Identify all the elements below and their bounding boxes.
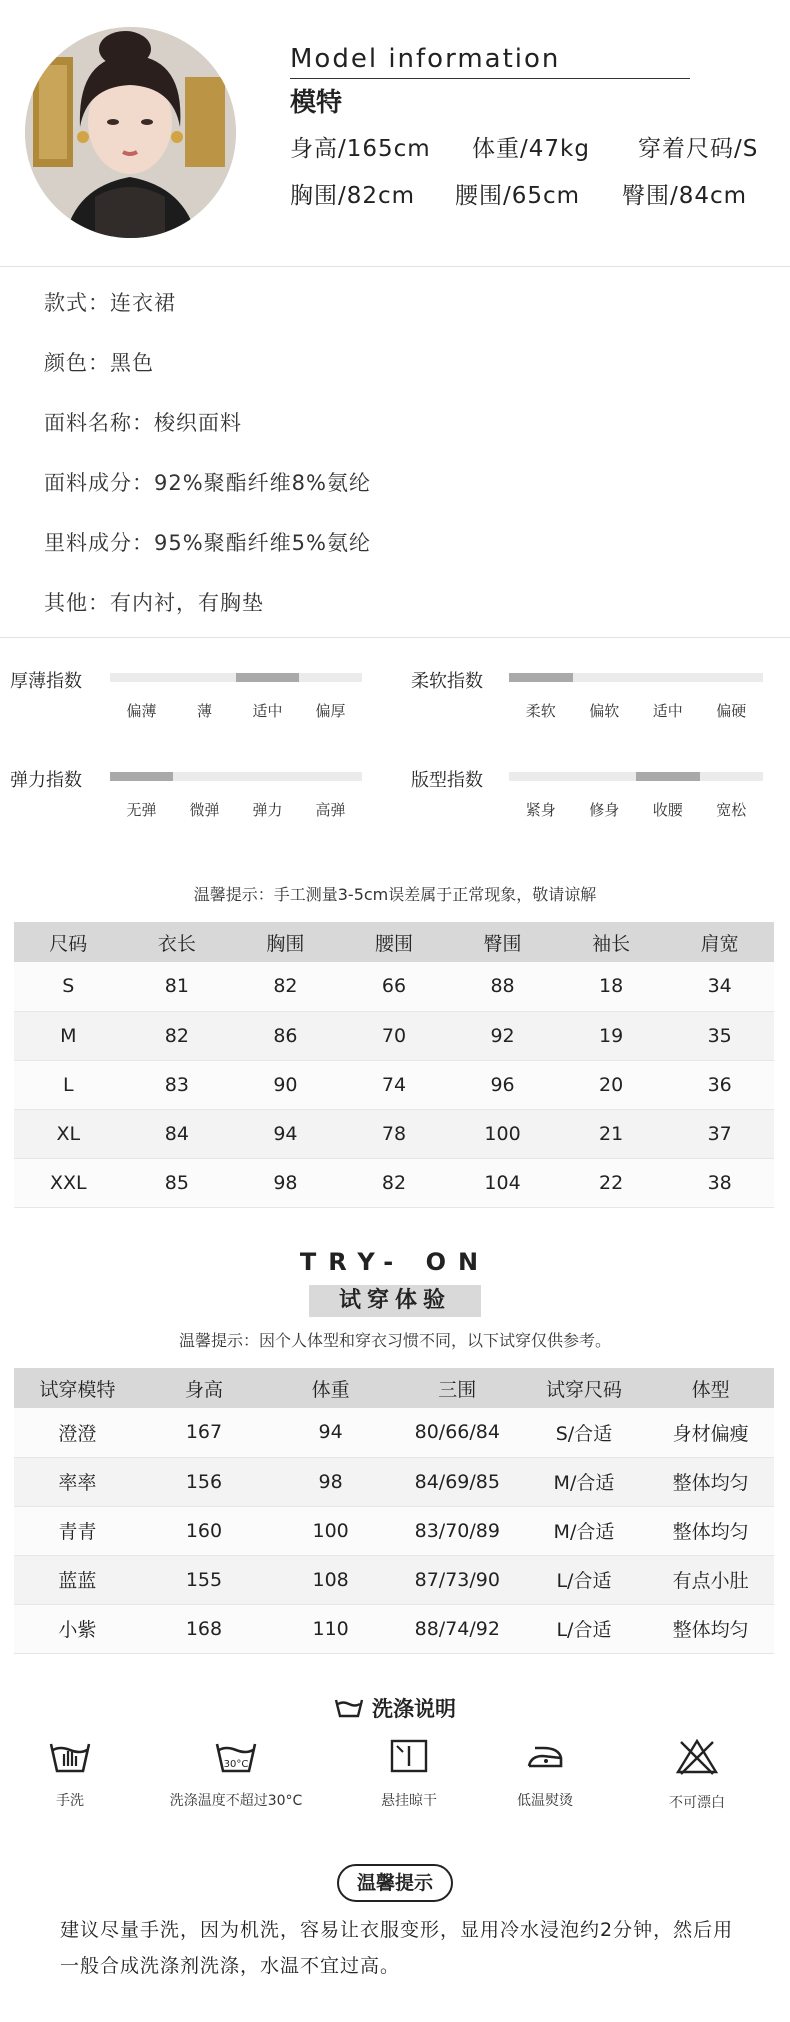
table-cell: M/合适 bbox=[521, 1506, 648, 1555]
table-cell: 155 bbox=[141, 1555, 268, 1604]
index-tick-label: 偏厚 bbox=[315, 702, 346, 720]
wash-label: 悬挂晾干 bbox=[381, 1793, 437, 1809]
table-cell: L/合适 bbox=[521, 1555, 648, 1604]
table-cell: 整体均匀 bbox=[647, 1604, 774, 1653]
table-row bbox=[14, 1109, 774, 1158]
model-avatar bbox=[25, 27, 236, 238]
model-photo bbox=[25, 27, 236, 238]
index-label: 版型指数 bbox=[411, 770, 483, 791]
tryon-table bbox=[14, 1368, 774, 1654]
wash-item-hand-wash bbox=[0, 1738, 150, 1810]
index-selected-fill bbox=[110, 772, 173, 781]
table-cell: 率率 bbox=[14, 1457, 141, 1506]
model-size: 穿着尺码/S bbox=[638, 136, 759, 162]
table-cell: 84/69/85 bbox=[394, 1457, 521, 1506]
index-track bbox=[509, 772, 763, 781]
table-cell: 21 bbox=[557, 1109, 666, 1158]
table-cell: S/合适 bbox=[521, 1408, 648, 1457]
wash-basin-icon bbox=[334, 1697, 364, 1724]
size-table-note: 温馨提示：手工测量3-5cm误差属于正常现象，敬请谅解 bbox=[193, 885, 597, 904]
spec-style: 款式：连衣裙 bbox=[44, 291, 176, 315]
no-bleach-icon bbox=[617, 1738, 777, 1776]
table-cell: 澄澄 bbox=[14, 1408, 141, 1457]
table-cell: 85 bbox=[123, 1158, 232, 1207]
table-cell: XL bbox=[14, 1109, 123, 1158]
index-tick-label: 偏软 bbox=[589, 702, 620, 720]
table-cell: 19 bbox=[557, 1011, 666, 1060]
index-tick-label: 适中 bbox=[252, 702, 283, 720]
divider bbox=[0, 637, 790, 638]
column-header: 衣长 bbox=[123, 922, 232, 962]
wash-label: 不可漂白 bbox=[669, 1795, 725, 1811]
table-cell: 70 bbox=[340, 1011, 449, 1060]
index-label: 厚薄指数 bbox=[10, 671, 82, 692]
table-cell: 108 bbox=[267, 1555, 394, 1604]
table-cell: 小紫 bbox=[14, 1604, 141, 1653]
table-row bbox=[14, 1604, 774, 1653]
table-cell: 90 bbox=[231, 1060, 340, 1109]
tryon-note: 温馨提示：因个人体型和穿衣习惯不同，以下试穿仅供参考。 bbox=[178, 1331, 611, 1350]
wash-item-no-bleach bbox=[617, 1738, 777, 1812]
column-header: 试穿尺码 bbox=[521, 1368, 648, 1408]
index-tick-label: 宽松 bbox=[716, 801, 747, 819]
table-cell: 蓝蓝 bbox=[14, 1555, 141, 1604]
spec-lining-composition: 里料成分：95%聚酯纤维5%氨纶 bbox=[44, 531, 371, 555]
table-cell: 34 bbox=[665, 962, 774, 1011]
table-cell: 98 bbox=[267, 1457, 394, 1506]
washing-header bbox=[0, 1693, 790, 1724]
index-selected-fill bbox=[509, 673, 573, 682]
table-cell: 青青 bbox=[14, 1506, 141, 1555]
wash-label: 低温熨烫 bbox=[517, 1793, 573, 1809]
model-info-subtitle: 模特 bbox=[290, 88, 343, 118]
table-cell: 160 bbox=[141, 1506, 268, 1555]
table-cell: 37 bbox=[665, 1109, 774, 1158]
table-cell: 98 bbox=[231, 1158, 340, 1207]
low-iron-icon bbox=[465, 1738, 625, 1774]
table-cell: 20 bbox=[557, 1060, 666, 1109]
table-cell: 84 bbox=[123, 1109, 232, 1158]
model-hip: 臀围/84cm bbox=[622, 183, 748, 209]
column-header: 尺码 bbox=[14, 922, 123, 962]
column-header: 身高 bbox=[141, 1368, 268, 1408]
index-tick-label: 收腰 bbox=[652, 801, 683, 819]
table-cell: 94 bbox=[267, 1408, 394, 1457]
index-label: 弹力指数 bbox=[10, 770, 82, 791]
column-header: 试穿模特 bbox=[14, 1368, 141, 1408]
table-cell: 168 bbox=[141, 1604, 268, 1653]
table-cell: 74 bbox=[340, 1060, 449, 1109]
table-row bbox=[14, 1506, 774, 1555]
model-info-title: Model information bbox=[290, 44, 561, 74]
index-selected-fill bbox=[636, 772, 700, 781]
table-cell: 167 bbox=[141, 1408, 268, 1457]
wash-label: 手洗 bbox=[56, 1793, 84, 1809]
table-row bbox=[14, 1060, 774, 1109]
model-height: 身高/165cm bbox=[290, 136, 431, 162]
table-cell: M/合适 bbox=[521, 1457, 648, 1506]
index-tick-label: 微弹 bbox=[189, 801, 220, 819]
column-header: 肩宽 bbox=[665, 922, 774, 962]
table-cell: 38 bbox=[665, 1158, 774, 1207]
spec-other: 其他：有内衬，有胸垫 bbox=[44, 591, 264, 615]
table-cell: 整体均匀 bbox=[647, 1506, 774, 1555]
wash-30-icon bbox=[156, 1738, 316, 1774]
spec-fabric-composition: 面料成分：92%聚酯纤维8%氨纶 bbox=[44, 471, 371, 495]
index-tick-label: 无弹 bbox=[126, 801, 157, 819]
tryon-subtitle: 试穿体验 bbox=[309, 1285, 481, 1317]
table-cell: 81 bbox=[123, 962, 232, 1011]
table-cell: 88 bbox=[448, 962, 557, 1011]
tryon-title: TRY- ON bbox=[299, 1248, 491, 1276]
table-cell: L/合适 bbox=[521, 1604, 648, 1653]
table-cell: 22 bbox=[557, 1158, 666, 1207]
table-cell: 100 bbox=[448, 1109, 557, 1158]
table-cell: XXL bbox=[14, 1158, 123, 1207]
title-underline bbox=[290, 78, 690, 79]
column-header: 胸围 bbox=[231, 922, 340, 962]
table-row bbox=[14, 1011, 774, 1060]
table-cell: 66 bbox=[340, 962, 449, 1011]
table-cell: 87/73/90 bbox=[394, 1555, 521, 1604]
table-cell: 104 bbox=[448, 1158, 557, 1207]
wash-label: 洗涤温度不超过30°C bbox=[169, 1793, 303, 1809]
column-header: 体型 bbox=[647, 1368, 774, 1408]
table-cell: 78 bbox=[340, 1109, 449, 1158]
table-row bbox=[14, 1408, 774, 1457]
column-header: 袖长 bbox=[557, 922, 666, 962]
table-row bbox=[14, 962, 774, 1011]
index-track bbox=[110, 673, 362, 682]
index-track bbox=[110, 772, 362, 781]
column-header: 三围 bbox=[394, 1368, 521, 1408]
washing-title: 洗涤说明 bbox=[372, 1697, 456, 1721]
wash-temp-text: 30°C bbox=[223, 1759, 249, 1770]
table-cell: 110 bbox=[267, 1604, 394, 1653]
index-tick-label: 偏薄 bbox=[126, 702, 157, 720]
table-cell: 83 bbox=[123, 1060, 232, 1109]
table-cell: 96 bbox=[448, 1060, 557, 1109]
table-cell: 156 bbox=[141, 1457, 268, 1506]
model-section bbox=[0, 0, 790, 266]
table-cell: 82 bbox=[340, 1158, 449, 1207]
wash-item-30c bbox=[156, 1738, 316, 1810]
table-cell: 86 bbox=[231, 1011, 340, 1060]
table-cell: 身材偏瘦 bbox=[647, 1408, 774, 1457]
model-weight: 体重/47kg bbox=[472, 136, 590, 162]
hand-wash-icon bbox=[0, 1738, 150, 1774]
model-bust: 胸围/82cm bbox=[290, 183, 416, 209]
index-tick-label: 柔软 bbox=[525, 702, 556, 720]
tips-badge: 温馨提示 bbox=[337, 1864, 453, 1902]
table-cell: 35 bbox=[665, 1011, 774, 1060]
index-tick-label: 紧身 bbox=[525, 801, 556, 819]
index-tick-label: 修身 bbox=[589, 801, 620, 819]
table-cell: M bbox=[14, 1011, 123, 1060]
table-cell: 92 bbox=[448, 1011, 557, 1060]
table-cell: 36 bbox=[665, 1060, 774, 1109]
model-waist: 腰围/65cm bbox=[455, 183, 581, 209]
table-cell: 80/66/84 bbox=[394, 1408, 521, 1457]
table-cell: 82 bbox=[231, 962, 340, 1011]
wash-item-low-iron bbox=[465, 1738, 625, 1810]
index-tick-label: 偏硬 bbox=[716, 702, 747, 720]
table-cell: 有点小肚 bbox=[647, 1555, 774, 1604]
table-cell: 100 bbox=[267, 1506, 394, 1555]
tips-text: 建议尽量手洗，因为机洗，容易让衣服变形，显用冷水浸泡约2分钟，然后用一般合成洗涤剂洗涤，水温不宜过高。 bbox=[60, 1919, 734, 1977]
column-header: 臀围 bbox=[448, 922, 557, 962]
index-selected-fill bbox=[236, 673, 299, 682]
table-cell: L bbox=[14, 1060, 123, 1109]
index-tick-label: 适中 bbox=[652, 702, 683, 720]
table-row bbox=[14, 1158, 774, 1207]
index-tick-label: 高弹 bbox=[315, 801, 346, 819]
table-cell: 82 bbox=[123, 1011, 232, 1060]
index-tick-label: 薄 bbox=[196, 702, 213, 720]
table-cell: S bbox=[14, 962, 123, 1011]
table-row bbox=[14, 1555, 774, 1604]
spec-color: 颜色：黑色 bbox=[44, 351, 154, 375]
column-header: 腰围 bbox=[340, 922, 449, 962]
index-track bbox=[509, 673, 763, 682]
column-header: 体重 bbox=[267, 1368, 394, 1408]
index-label: 柔软指数 bbox=[411, 671, 483, 692]
index-tick-label: 弹力 bbox=[252, 801, 283, 819]
table-cell: 88/74/92 bbox=[394, 1604, 521, 1653]
size-table bbox=[14, 922, 774, 1208]
table-cell: 83/70/89 bbox=[394, 1506, 521, 1555]
table-row bbox=[14, 1457, 774, 1506]
table-cell: 整体均匀 bbox=[647, 1457, 774, 1506]
spec-fabric-name: 面料名称：梭织面料 bbox=[44, 411, 242, 435]
table-cell: 18 bbox=[557, 962, 666, 1011]
table-cell: 94 bbox=[231, 1109, 340, 1158]
divider bbox=[0, 266, 790, 267]
